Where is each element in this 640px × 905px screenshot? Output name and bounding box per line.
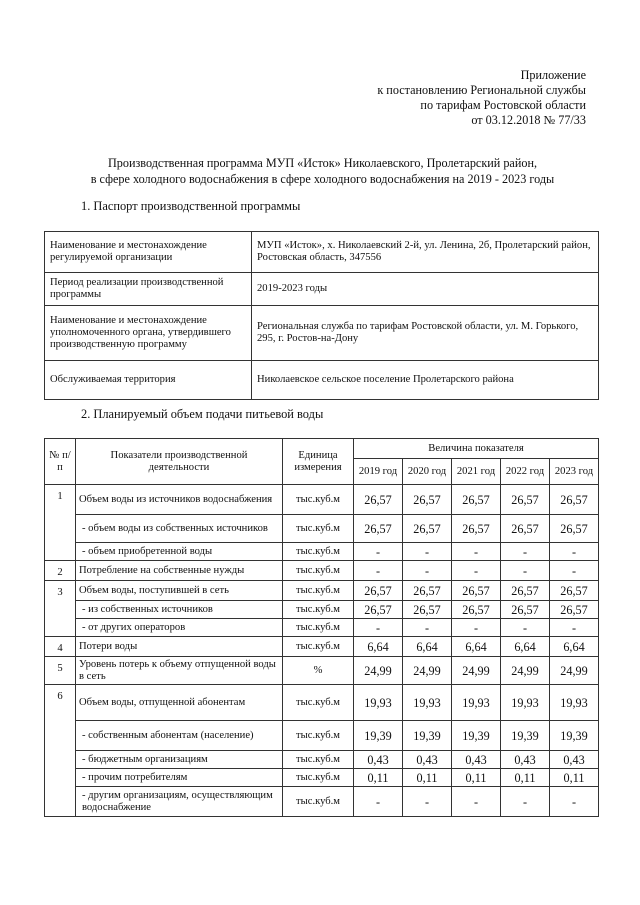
appendix-line: по тарифам Ростовской области <box>420 98 586 112</box>
table-row <box>45 657 599 685</box>
value-cell: 6,64 <box>550 637 599 657</box>
passport-row <box>45 306 599 361</box>
value-cell: 19,93 <box>354 685 403 721</box>
value-cell: 24,99 <box>403 657 452 685</box>
value-cell: 0,43 <box>550 751 599 769</box>
value-cell: - <box>550 787 599 817</box>
value-cell: 0,11 <box>403 769 452 787</box>
value-cell: 19,93 <box>403 685 452 721</box>
value-cell: - <box>501 543 550 561</box>
unit-cell: тыс.куб.м <box>283 581 354 601</box>
water-volume-body <box>45 485 599 817</box>
table-row <box>45 543 599 561</box>
unit-cell: тыс.куб.м <box>283 601 354 619</box>
value-cell: 26,57 <box>452 485 501 515</box>
indicator-name: - другим организациям, осуществляющим водоснабжение <box>76 787 283 817</box>
value-cell: 19,93 <box>452 685 501 721</box>
value-cell: 24,99 <box>452 657 501 685</box>
passport-label: Наименование и местонахождение уполномоченного органа, утвердившего производственную программу <box>45 306 252 361</box>
value-cell: 26,57 <box>403 601 452 619</box>
value-cell: 26,57 <box>550 581 599 601</box>
unit-cell: тыс.куб.м <box>283 769 354 787</box>
value-cell: 6,64 <box>354 637 403 657</box>
value-cell: - <box>452 543 501 561</box>
indicator-name: - объем приобретенной воды <box>76 543 283 561</box>
passport-row <box>45 273 599 306</box>
unit-cell: тыс.куб.м <box>283 485 354 515</box>
value-cell: 19,39 <box>550 721 599 751</box>
year-header: 2021 год <box>452 459 501 485</box>
section-heading-volume: 2. Планируемый объем подачи питьевой воды <box>81 407 324 421</box>
col-header-indicator: Показатели производственной деятельности <box>76 439 283 485</box>
col-header-value: Величина показателя <box>354 439 599 459</box>
value-cell: 6,64 <box>452 637 501 657</box>
title-line: в сфере холодного водоснабжения в сфере холодного водоснабжения на 2019 - 2023 годы <box>90 172 555 186</box>
value-cell: - <box>501 619 550 637</box>
col-header-unit: Единица измерения <box>283 439 354 485</box>
indicator-name: - из собственных источников <box>76 601 283 619</box>
indicator-name: - объем воды из собственных источников <box>76 515 283 543</box>
appendix-line: Приложение <box>520 68 586 82</box>
value-cell: 0,43 <box>354 751 403 769</box>
passport-label: Период реализации производственной программы <box>45 273 252 306</box>
table-row <box>45 619 599 637</box>
value-cell: - <box>550 561 599 581</box>
value-cell: 26,57 <box>501 581 550 601</box>
unit-cell: % <box>283 657 354 685</box>
unit-cell: тыс.куб.м <box>283 685 354 721</box>
document-title <box>40 155 605 187</box>
indicator-name: Объем воды из источников водоснабжения <box>76 485 283 515</box>
indicator-name: Потребление на собственные нужды <box>76 561 283 581</box>
table-row <box>45 485 599 515</box>
row-number: 3 <box>45 581 76 637</box>
header-row <box>45 439 599 459</box>
passport-label: Обслуживаемая территория <box>45 361 252 400</box>
value-cell: 0,11 <box>550 769 599 787</box>
value-cell: - <box>403 619 452 637</box>
unit-cell: тыс.куб.м <box>283 543 354 561</box>
table-row <box>45 769 599 787</box>
value-cell: 0,43 <box>403 751 452 769</box>
value-cell: 19,39 <box>452 721 501 751</box>
row-number: 4 <box>45 637 76 657</box>
unit-cell: тыс.куб.м <box>283 561 354 581</box>
row-number: 2 <box>45 561 76 581</box>
year-header: 2020 год <box>403 459 452 485</box>
value-cell: 26,57 <box>501 601 550 619</box>
indicator-name: Потери воды <box>76 637 283 657</box>
value-cell: 26,57 <box>452 581 501 601</box>
value-cell: - <box>354 543 403 561</box>
row-number: 6 <box>45 685 76 817</box>
value-cell: 26,57 <box>550 515 599 543</box>
value-cell: 19,39 <box>354 721 403 751</box>
value-cell: - <box>452 619 501 637</box>
value-cell: 26,57 <box>452 601 501 619</box>
value-cell: - <box>501 787 550 817</box>
year-header: 2019 год <box>354 459 403 485</box>
value-cell: 6,64 <box>403 637 452 657</box>
value-cell: - <box>403 787 452 817</box>
value-cell: 24,99 <box>354 657 403 685</box>
value-cell: 0,11 <box>501 769 550 787</box>
value-cell: - <box>403 543 452 561</box>
indicator-name: Объем воды, поступившей в сеть <box>76 581 283 601</box>
indicator-name: - от других операторов <box>76 619 283 637</box>
value-cell: 19,39 <box>501 721 550 751</box>
table-row <box>45 601 599 619</box>
appendix-block <box>226 68 586 128</box>
water-volume-table <box>44 438 599 817</box>
passport-value: МУП «Исток», х. Николаевский 2-й, ул. Ленина, 2б, Пролетарский район, Ростовская область, 347556 <box>252 232 599 273</box>
value-cell: 26,57 <box>354 581 403 601</box>
table-row <box>45 637 599 657</box>
value-cell: 0,43 <box>452 751 501 769</box>
table-row <box>45 561 599 581</box>
passport-value: Николаевское сельское поселение Пролетарского района <box>252 361 599 400</box>
unit-cell: тыс.куб.м <box>283 751 354 769</box>
value-cell: 26,57 <box>403 515 452 543</box>
table-row <box>45 581 599 601</box>
value-cell: - <box>403 561 452 581</box>
value-cell: 26,57 <box>550 601 599 619</box>
table-row <box>45 787 599 817</box>
value-cell: 0,43 <box>501 751 550 769</box>
value-cell: - <box>452 561 501 581</box>
unit-cell: тыс.куб.м <box>283 515 354 543</box>
value-cell: - <box>354 787 403 817</box>
value-cell: 26,57 <box>452 515 501 543</box>
year-header: 2022 год <box>501 459 550 485</box>
value-cell: - <box>550 543 599 561</box>
indicator-name: - прочим потребителям <box>76 769 283 787</box>
year-header: 2023 год <box>550 459 599 485</box>
passport-value: 2019-2023 годы <box>252 273 599 306</box>
value-cell: 0,11 <box>354 769 403 787</box>
value-cell: 19,93 <box>501 685 550 721</box>
value-cell: 26,57 <box>403 485 452 515</box>
value-cell: 24,99 <box>501 657 550 685</box>
value-cell: 26,57 <box>501 515 550 543</box>
value-cell: 26,57 <box>550 485 599 515</box>
unit-cell: тыс.куб.м <box>283 637 354 657</box>
title-line: Производственная программа МУП «Исток» Николаевского, Пролетарский район, <box>107 156 538 170</box>
value-cell: - <box>501 561 550 581</box>
passport-value: Региональная служба по тарифам Ростовской области, ул. М. Горького, 295, г. Ростов-на-Дону <box>252 306 599 361</box>
passport-table <box>44 231 599 400</box>
row-number: 1 <box>45 485 76 561</box>
unit-cell: тыс.куб.м <box>283 619 354 637</box>
value-cell: - <box>354 619 403 637</box>
value-cell: 26,57 <box>403 581 452 601</box>
table-row <box>45 685 599 721</box>
value-cell: 19,93 <box>550 685 599 721</box>
indicator-name: - бюджетным организациям <box>76 751 283 769</box>
value-cell: 24,99 <box>550 657 599 685</box>
passport-label: Наименование и местонахождение регулируемой организации <box>45 232 252 273</box>
unit-cell: тыс.куб.м <box>283 787 354 817</box>
value-cell: - <box>452 787 501 817</box>
section-heading-passport: 1. Паспорт производственной программы <box>81 199 301 213</box>
passport-row <box>45 232 599 273</box>
appendix-line: от 03.12.2018 № 77/33 <box>471 113 586 127</box>
col-header-number: № п/п <box>45 439 76 485</box>
value-cell: 26,57 <box>354 601 403 619</box>
indicator-name: Уровень потерь к объему отпущенной воды в сеть <box>76 657 283 685</box>
table-row <box>45 721 599 751</box>
value-cell: 6,64 <box>501 637 550 657</box>
value-cell: 19,39 <box>403 721 452 751</box>
table-row <box>45 751 599 769</box>
value-cell: 26,57 <box>354 485 403 515</box>
row-number: 5 <box>45 657 76 685</box>
appendix-line: к постановлению Региональной службы <box>377 83 586 97</box>
value-cell: - <box>354 561 403 581</box>
value-cell: 26,57 <box>354 515 403 543</box>
value-cell: 0,11 <box>452 769 501 787</box>
unit-cell: тыс.куб.м <box>283 721 354 751</box>
value-cell: 26,57 <box>501 485 550 515</box>
passport-row <box>45 361 599 400</box>
indicator-name: Объем воды, отпущенной абонентам <box>76 685 283 721</box>
indicator-name: - собственным абонентам (население) <box>76 721 283 751</box>
table-row <box>45 515 599 543</box>
value-cell: - <box>550 619 599 637</box>
